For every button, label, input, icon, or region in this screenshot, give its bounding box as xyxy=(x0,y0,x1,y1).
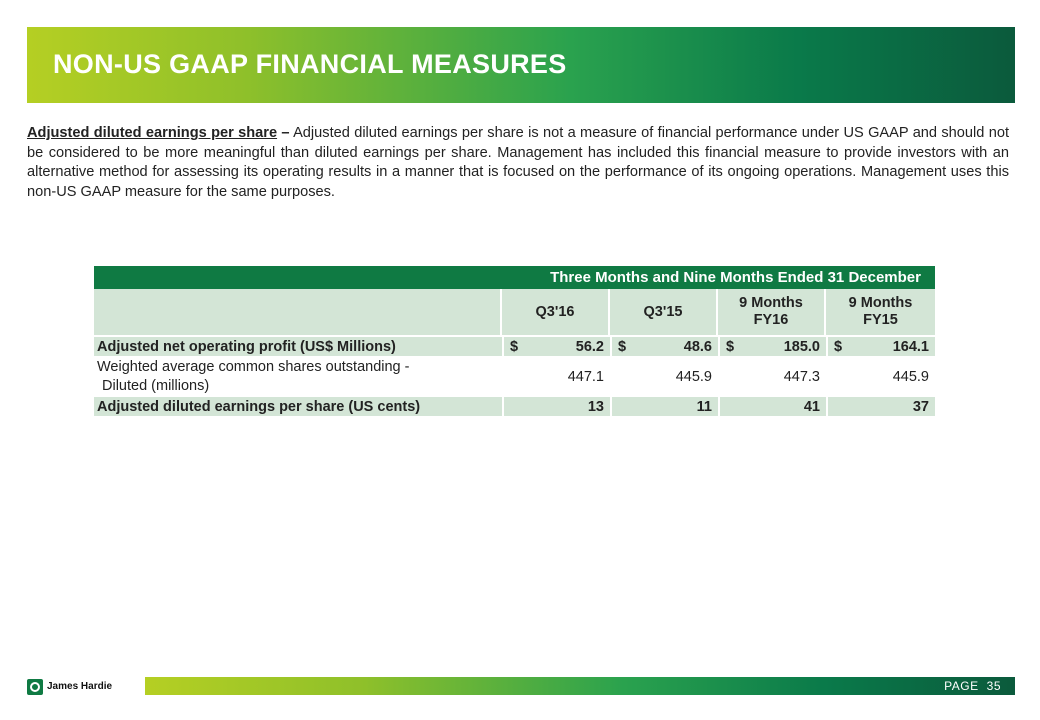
value-cell: 445.9 xyxy=(826,356,935,397)
value-cell: 13 xyxy=(502,397,610,417)
company-logo xyxy=(27,677,137,696)
table-row xyxy=(94,356,935,397)
row-label-line2: Diluted (millions) xyxy=(102,377,210,394)
page-title: NON-US GAAP FINANCIAL MEASURES xyxy=(53,49,567,79)
intro-dash: – xyxy=(281,125,290,141)
cell-value: 185.0 xyxy=(783,338,820,355)
value-cell xyxy=(610,335,718,356)
column-header-line2: FY16 xyxy=(753,312,789,328)
table-banner: Three Months and Nine Months Ended 31 December xyxy=(94,266,935,289)
intro-paragraph xyxy=(27,124,1009,202)
page-label: PAGE xyxy=(944,679,979,693)
intro-body: Adjusted diluted earnings per share is not a measure of financial performance under US GAAP and should not be considered to be more meaningful than diluted earnings per share. Management has included this financial measure to provide investors with an alternative method for assessing its operating results in a manner that is focused on the performance of its ongoing operations. Management uses this non-US GAAP measure for the same purposes. xyxy=(27,125,1009,200)
value-cell xyxy=(502,335,610,356)
currency-symbol: $ xyxy=(726,338,735,355)
footer-bar xyxy=(145,677,1015,695)
value-cell: 447.3 xyxy=(718,356,826,397)
currency-symbol: $ xyxy=(834,338,843,355)
page-number: 35 xyxy=(986,679,1001,693)
cell-value: 164.1 xyxy=(892,338,929,355)
table-row xyxy=(94,335,935,356)
cell-value: 48.6 xyxy=(683,338,712,355)
title-bar xyxy=(27,27,1015,103)
column-header-line1: 9 Months xyxy=(848,295,913,311)
value-cell xyxy=(826,335,935,356)
currency-symbol: $ xyxy=(510,338,519,355)
value-cell xyxy=(718,335,826,356)
row-label xyxy=(94,356,502,397)
value-cell: 41 xyxy=(718,397,826,417)
value-cell: 447.1 xyxy=(502,356,610,397)
currency-symbol: $ xyxy=(618,338,627,355)
row-label-line1: Weighted average common shares outstanding - xyxy=(97,358,410,375)
column-header-line2: FY15 xyxy=(863,312,898,328)
column-header-line1: 9 Months xyxy=(739,295,803,311)
intro-term: Adjusted diluted earnings per share xyxy=(27,125,278,141)
row-label: Adjusted net operating profit (US$ Millions) xyxy=(94,335,502,356)
logo-text: James Hardie xyxy=(47,681,113,692)
value-cell: 37 xyxy=(826,397,935,417)
column-header xyxy=(826,289,935,335)
page-indicator xyxy=(944,679,1001,693)
column-header xyxy=(610,289,718,335)
value-cell: 445.9 xyxy=(610,356,718,397)
table-banner-row xyxy=(94,266,935,289)
logo-mark-icon xyxy=(27,679,43,695)
row-label: Adjusted diluted earnings per share (US cents) xyxy=(94,397,502,417)
column-header-line1: Q3'15 xyxy=(643,303,683,320)
financial-table xyxy=(94,266,935,417)
table-row xyxy=(94,397,935,417)
column-header xyxy=(502,289,610,335)
header-empty-cell xyxy=(94,289,502,335)
value-cell: 11 xyxy=(610,397,718,417)
cell-value: 56.2 xyxy=(575,338,604,355)
column-header-line1: Q3'16 xyxy=(535,303,575,320)
column-header xyxy=(718,289,826,335)
table-header-row xyxy=(94,289,935,335)
